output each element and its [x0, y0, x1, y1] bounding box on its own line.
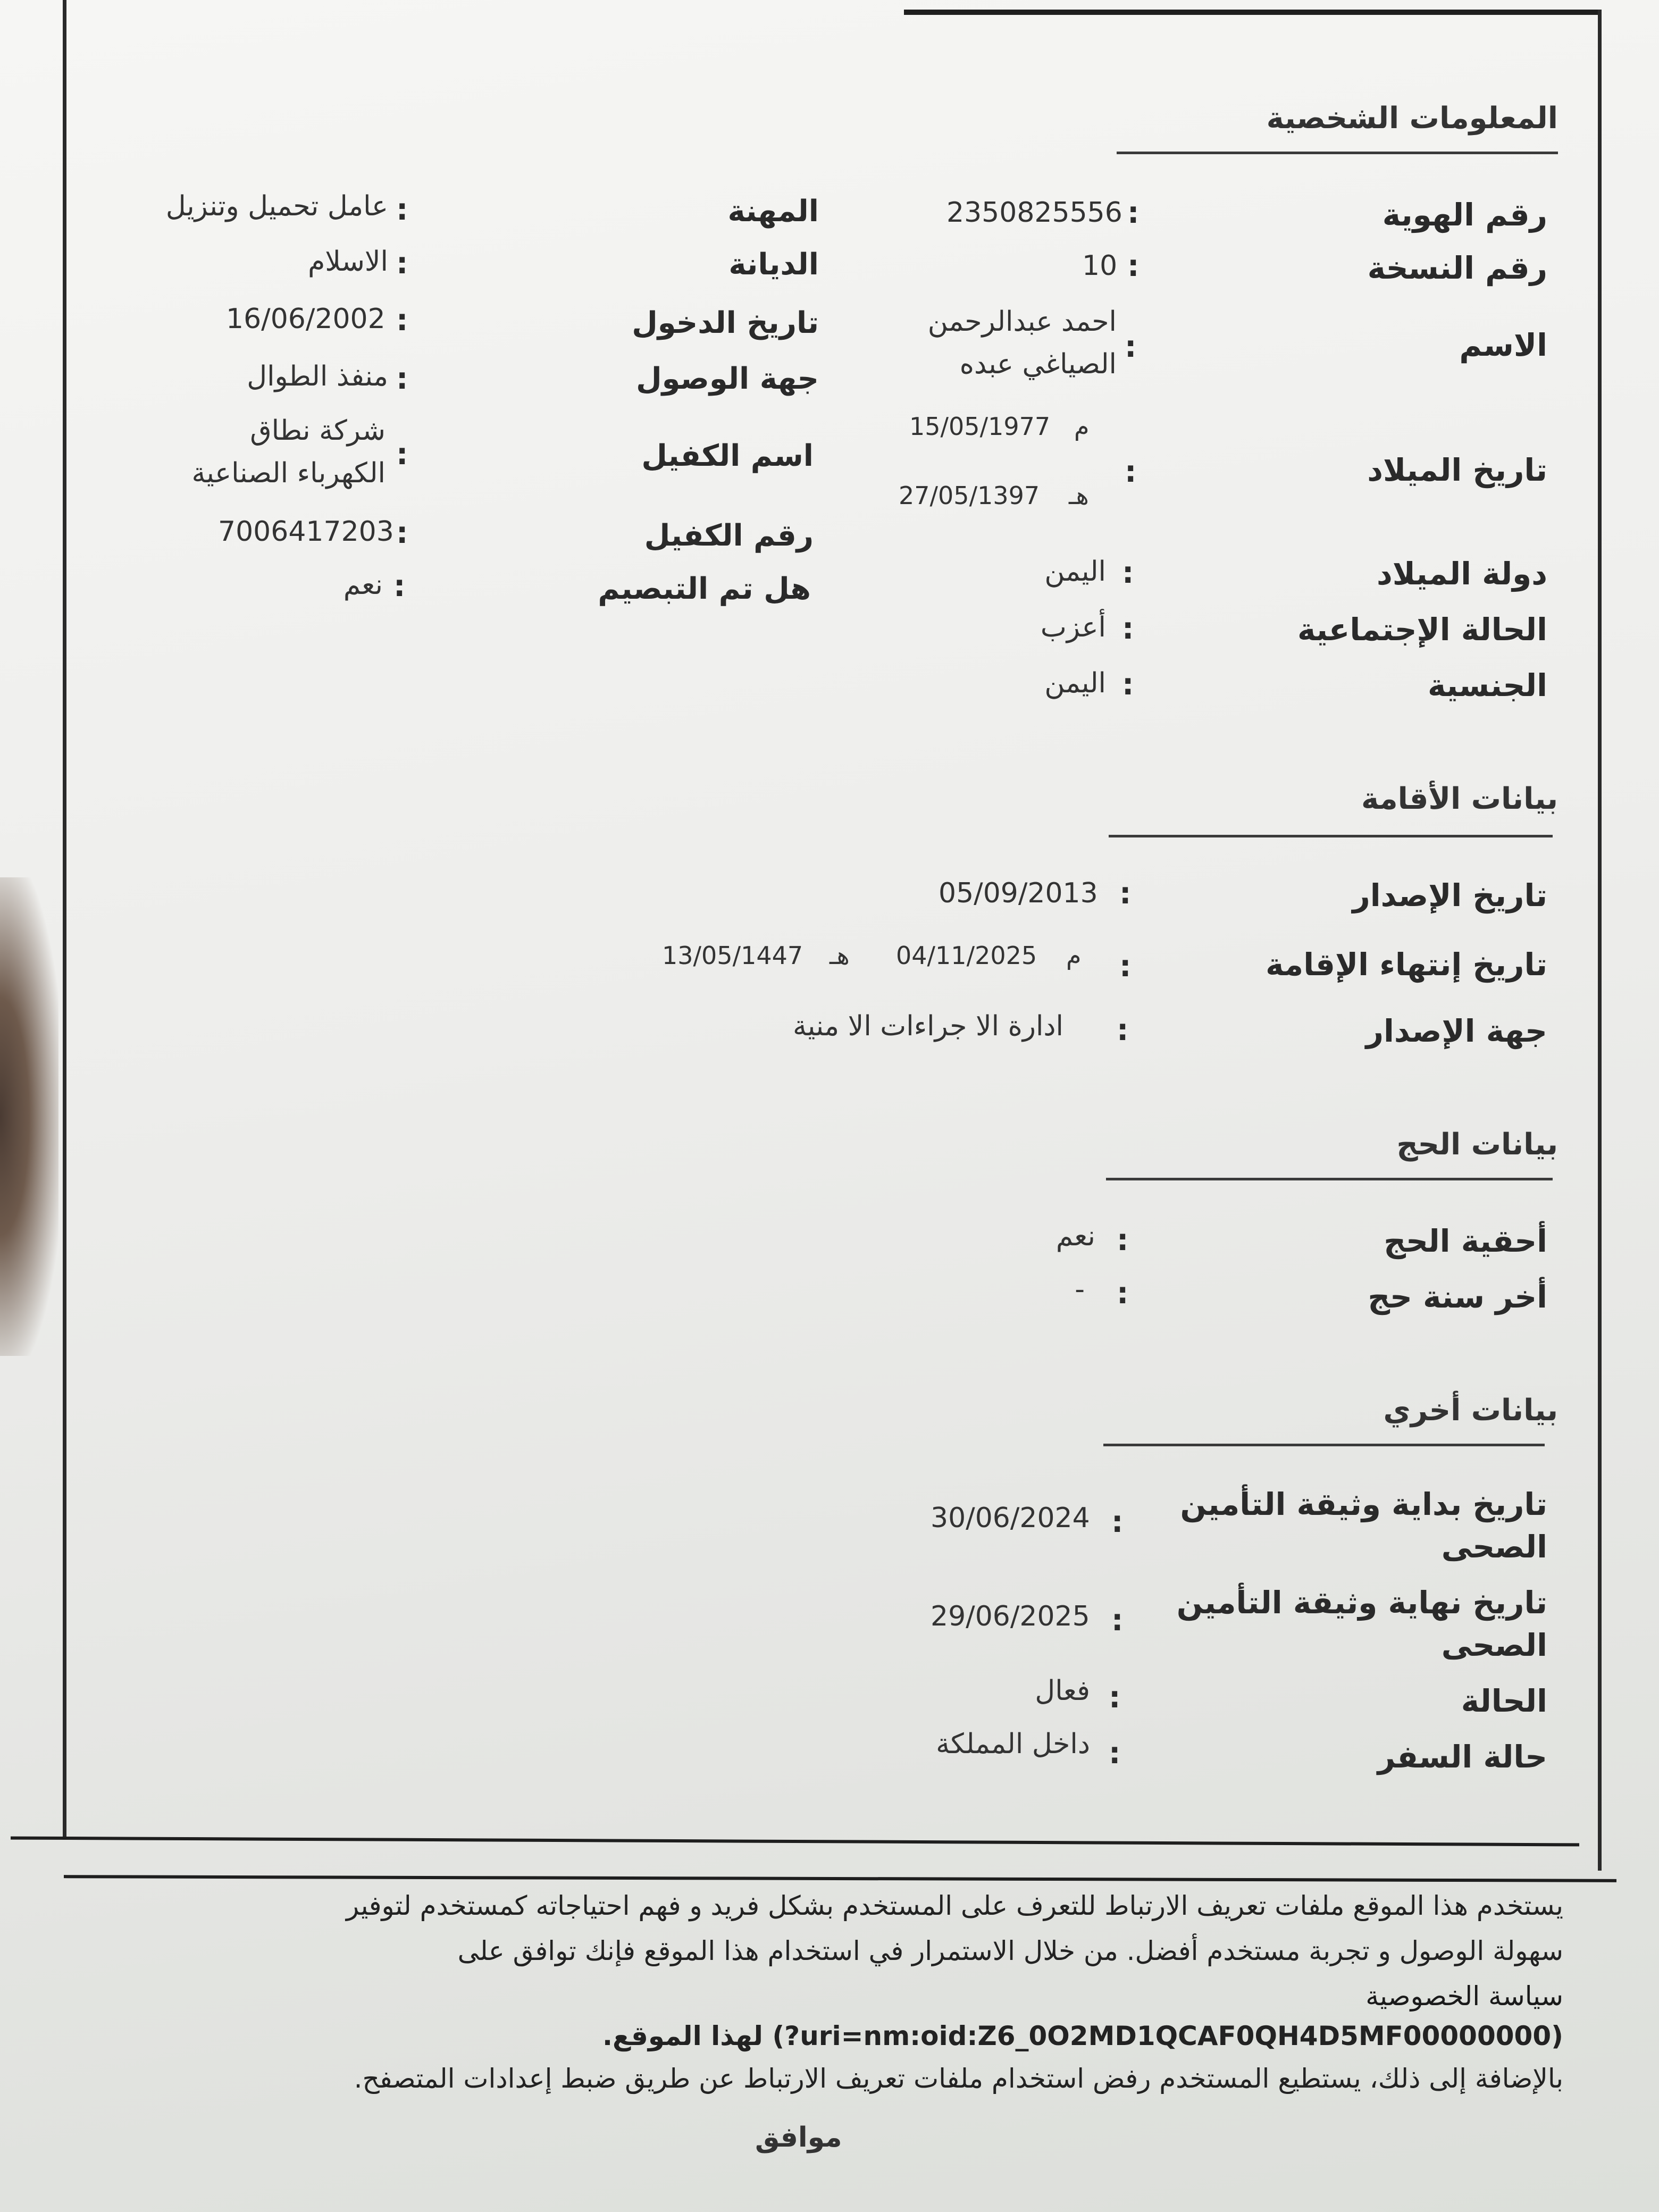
- id-number-value: 2350825556: [946, 197, 1122, 229]
- entry-date-label: تاريخ الدخول: [632, 306, 819, 340]
- residence-expiry-label: تاريخ إنتهاء الإقامة: [1266, 946, 1547, 983]
- colon: :: [396, 516, 408, 550]
- birth-gregorian-value: 15/05/1977: [909, 412, 1051, 441]
- insurance-start-label-line2: الصحى: [1441, 1529, 1547, 1565]
- agree-button[interactable]: موافق: [755, 2122, 842, 2154]
- arrival-port-value: منفذ الطوال: [247, 361, 388, 392]
- finger-shadow: [0, 877, 58, 1356]
- sponsor-number-value: 7006417203: [218, 516, 394, 548]
- colon: :: [1122, 556, 1134, 590]
- colon: :: [1122, 667, 1134, 702]
- colon: :: [1111, 1505, 1124, 1539]
- colon: :: [1127, 249, 1139, 283]
- page-border-top: [904, 10, 1601, 15]
- section-title-hajj: بيانات الحج: [1396, 1127, 1558, 1162]
- travel-status-label: حالة السفر: [1377, 1739, 1547, 1775]
- colon: :: [1127, 196, 1139, 230]
- page-border-right: [1598, 10, 1602, 1871]
- colon: :: [1111, 1603, 1124, 1638]
- insurance-end-value: 29/06/2025: [931, 1601, 1090, 1632]
- page-divider: [64, 1875, 1616, 1882]
- colon: :: [396, 246, 408, 281]
- section-title-personal: المعلومات الشخصية: [1266, 101, 1558, 136]
- expiry-gregorian-prefix: م: [1066, 941, 1082, 970]
- colon: :: [396, 362, 408, 396]
- status-value: فعال: [1035, 1675, 1090, 1707]
- issuer-value: ادارة الا جراءات الا منية: [793, 1010, 1063, 1042]
- issuer-label: جهة الإصدار: [1365, 1013, 1547, 1049]
- colon: :: [1119, 949, 1132, 984]
- occupation-value: عامل تحميل وتنزيل: [165, 190, 388, 222]
- hajj-eligibility-value: نعم: [1055, 1220, 1095, 1252]
- sponsor-name-line2: الكهرباء الصناعية: [191, 457, 386, 489]
- colon: :: [1109, 1680, 1121, 1715]
- colon: :: [1109, 1736, 1121, 1771]
- birth-country-label: دولة الميلاد: [1377, 556, 1547, 592]
- sponsor-number-label: رقم الكفيل: [644, 518, 814, 553]
- section-underline: [1106, 1178, 1553, 1180]
- last-hajj-year-label: أخر سنة حج: [1368, 1279, 1547, 1315]
- privacy-policy-link[interactable]: سياسة الخصوصية: [1365, 1981, 1563, 2012]
- colon: :: [396, 192, 408, 227]
- name-value-line2: الصياغي عبده: [959, 348, 1117, 380]
- section-underline: [1103, 1444, 1545, 1446]
- birth-country-value: اليمن: [1044, 556, 1106, 588]
- section-title-residence: بيانات الأقامة: [1361, 782, 1558, 816]
- section-underline: [1109, 835, 1553, 837]
- fingerprint-label: هل تم التبصيم: [598, 572, 811, 606]
- cookie-notice-line2: سهولة الوصول و تجربة مستخدم أفضل. من خلال الاستمرار في استخدام هذا الموقع فإنك توافق على: [457, 1936, 1563, 1966]
- cookie-notice-line1: يستخدم هذا الموقع ملفات تعريف الارتباط للتعرف على المستخدم بشكل فريد و فهم احتياجاته كمستخدم لتوفير: [346, 1890, 1563, 1921]
- birth-date-label: تاريخ الميلاد: [1367, 452, 1547, 488]
- colon: :: [1119, 876, 1132, 911]
- page-border-left: [63, 0, 66, 1840]
- section-underline: [1117, 152, 1558, 154]
- name-value-line1: احمد عبدالرحمن: [927, 306, 1117, 338]
- expiry-hijri-value: 13/05/1447: [662, 941, 803, 970]
- insurance-end-label-line2: الصحى: [1441, 1627, 1547, 1663]
- colon: :: [393, 569, 406, 604]
- cookie-notice-line5: بالإضافة إلى ذلك، يستطيع المستخدم رفض استخدام ملفات تعريف الارتباط عن طريق ضبط إعدادات المتصفح.: [354, 2063, 1563, 2094]
- marital-status-label: الحالة الإجتماعية: [1297, 611, 1547, 648]
- issue-date-label: تاريخ الإصدار: [1352, 877, 1547, 914]
- name-label: الاسم: [1459, 327, 1547, 363]
- expiry-gregorian-value: 04/11/2025: [896, 941, 1037, 970]
- hajj-eligibility-label: أحقية الحج: [1384, 1223, 1547, 1259]
- birth-hijri-value: 27/05/1397: [899, 481, 1040, 510]
- expiry-hijri-prefix: هـ: [830, 941, 850, 970]
- colon: :: [1117, 1223, 1129, 1258]
- colon: :: [1117, 1013, 1129, 1048]
- section-title-other: بيانات أخري: [1383, 1393, 1558, 1428]
- marital-status-value: أعزب: [1040, 611, 1106, 643]
- colon: :: [396, 303, 408, 338]
- issue-date-value: 05/09/2013: [939, 877, 1098, 909]
- sponsor-name-line1: شركة نطاق: [250, 415, 386, 447]
- religion-label: الديانة: [728, 247, 819, 282]
- colon: :: [396, 437, 408, 472]
- birth-hijri-prefix: هـ: [1069, 481, 1089, 510]
- colon: :: [1117, 1276, 1129, 1311]
- id-number-label: رقم الهوية: [1382, 197, 1547, 233]
- colon: :: [1125, 455, 1137, 489]
- sponsor-name-label: اسم الكفيل: [641, 439, 814, 473]
- travel-status-value: داخل المملكة: [936, 1728, 1090, 1760]
- copy-number-label: رقم النسخة: [1367, 250, 1547, 286]
- colon: :: [1122, 611, 1134, 646]
- status-label: الحالة: [1461, 1683, 1547, 1719]
- nationality-value: اليمن: [1044, 667, 1106, 699]
- insurance-start-value: 30/06/2024: [931, 1502, 1090, 1534]
- cookie-notice-line4: (uri=nm:oid:Z6_0O2MD1QCAF0QH4D5MF00000000?) لهذا الموقع.: [602, 2021, 1563, 2051]
- last-hajj-year-value: -: [1075, 1273, 1085, 1305]
- insurance-end-label-line1: تاريخ نهاية وثيقة التأمين: [1176, 1585, 1547, 1621]
- page-border-bottom: [11, 1837, 1579, 1847]
- colon: :: [1125, 330, 1137, 364]
- arrival-port-label: جهة الوصول: [636, 362, 819, 396]
- religion-value: الاسلام: [308, 246, 388, 278]
- fingerprint-value: نعم: [343, 569, 383, 601]
- insurance-start-label-line1: تاريخ بداية وثيقة التأمين: [1180, 1486, 1547, 1522]
- occupation-label: المهنة: [727, 194, 819, 229]
- nationality-label: الجنسية: [1427, 667, 1547, 703]
- birth-gregorian-prefix: م: [1074, 412, 1090, 441]
- copy-number-value: 10: [1082, 250, 1118, 282]
- entry-date-value: 16/06/2002: [226, 303, 386, 335]
